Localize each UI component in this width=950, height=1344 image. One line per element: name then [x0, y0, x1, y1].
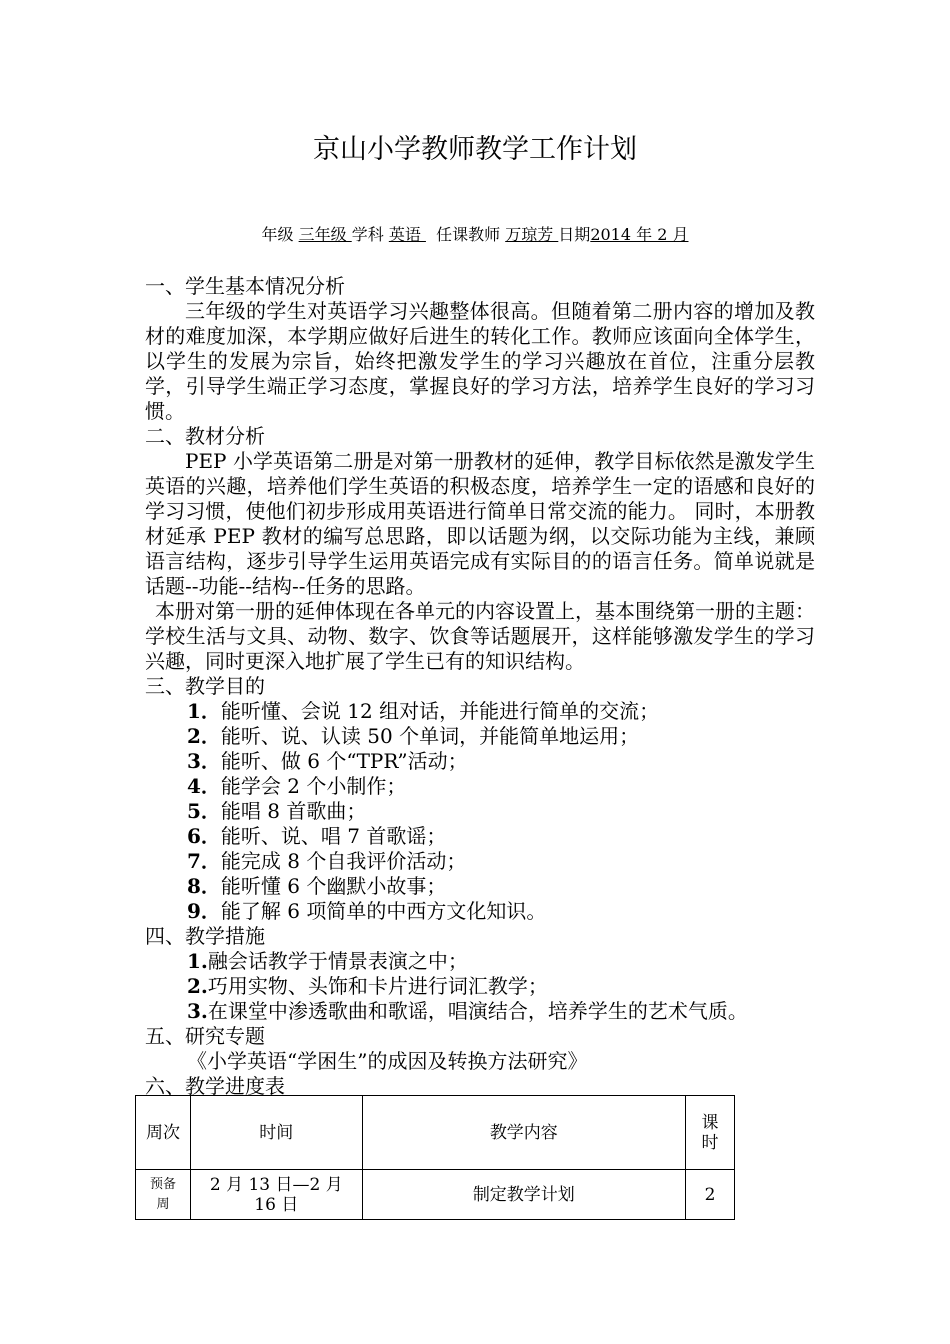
- table-cell: 2: [685, 1170, 734, 1220]
- measures-list: [145, 949, 815, 1024]
- list-item: [145, 974, 815, 999]
- list-item-text: 能听懂 6 个幽默小故事；: [220, 874, 447, 898]
- document-title: 京山小学教师教学工作计划: [313, 134, 637, 165]
- table-cell: 制定教学计划: [362, 1170, 685, 1220]
- section-2-paragraph-1: PEP 小学英语第二册是对第一册教材的延伸，教学目标依然是激发学生英语的兴趣，培养他们学生英语的积极态度，培养学生一定的语感和良好的学习习惯，使他们初步形成用英语进行简单日常交流的能力。 同时，本册教材延承 PEP 教材的编写总思路，即以话题为纲，以交际功能为主线，兼顾语言结构，逐步引导学生运用英语完成有实际目的的语言任务。简单说就是话题--功能--结构--任务的思路。: [145, 449, 815, 598]
- list-item-number: 7．: [187, 849, 221, 873]
- list-item-text: 能唱 8 首歌曲；: [220, 799, 367, 823]
- schedule-table: [135, 1095, 735, 1220]
- table-header-cell: 周次: [136, 1096, 191, 1170]
- table-row: [136, 1170, 735, 1220]
- list-item-number: 1．: [187, 699, 221, 723]
- list-item: [145, 724, 815, 749]
- list-item-number: 2.: [187, 974, 208, 998]
- list-item-number: 2．: [187, 724, 221, 748]
- list-item-text: 能听、说、认读 50 个单词，并能简单地运用；: [220, 724, 640, 748]
- goals-list: [145, 699, 815, 924]
- section-heading-1: 一、学生基本情况分析: [145, 274, 345, 298]
- list-item: [145, 849, 815, 874]
- table-header-cell: 教学内容: [362, 1096, 685, 1170]
- list-item-text: 能完成 8 个自我评价活动；: [220, 849, 467, 873]
- document-meta: [0, 224, 950, 246]
- list-item: [145, 949, 815, 974]
- research-topic: 《小学英语“学困生”的成因及转换方法研究》: [187, 1049, 588, 1073]
- table-header-cell: 课时: [685, 1096, 734, 1170]
- date-value: 2014 年 2 月: [590, 225, 689, 244]
- list-item-text: 能了解 6 项简单的中西方文化知识。: [220, 899, 547, 923]
- list-item: [145, 799, 815, 824]
- list-item: [145, 999, 815, 1024]
- table-header-cell: 时间: [190, 1096, 362, 1170]
- list-item-number: 6．: [187, 824, 221, 848]
- table-header-row: [136, 1096, 735, 1170]
- list-item-text: 融会话教学于情景表演之中；: [207, 949, 468, 973]
- list-item: [145, 899, 815, 924]
- list-item: [145, 699, 815, 724]
- list-item-number: 3．: [187, 749, 221, 773]
- list-item-number: 9．: [187, 899, 221, 923]
- list-item-number: 5．: [187, 799, 221, 823]
- grade-label: 年级: [261, 225, 294, 244]
- teacher-label: 任课教师: [436, 225, 501, 244]
- section-heading-5: 五、研究专题: [145, 1024, 265, 1048]
- table-cell: 预备周: [136, 1170, 191, 1220]
- section-heading-4: 四、教学措施: [145, 924, 265, 948]
- section-heading-3: 三、教学目的: [145, 674, 265, 698]
- list-item-text: 能听、做 6 个“TPR”活动；: [220, 749, 468, 773]
- teacher-value: 万琼芳: [505, 225, 559, 244]
- list-item-number: 3.: [187, 999, 208, 1023]
- document-body: [145, 274, 815, 1099]
- list-item-text: 巧用实物、头饰和卡片进行词汇教学；: [207, 974, 548, 998]
- section-heading-6: 六、教学进度表: [145, 1074, 285, 1098]
- table-cell: 2 月 13 日—2 月 16 日: [190, 1170, 362, 1220]
- grade-value: 三年级: [298, 225, 352, 244]
- list-item-text: 能听懂、会说 12 组对话，并能进行简单的交流；: [220, 699, 660, 723]
- list-item: [145, 774, 815, 799]
- section-2-paragraph-2: 本册对第一册的延伸体现在各单元的内容设置上，基本围绕第一册的主题：学校生活与文具、动物、数字、饮食等话题展开，这样能够激发学生的学习兴趣，同时更深入地扩展了学生已有的知识结构。: [145, 599, 815, 673]
- subject-value: 英语: [388, 225, 426, 244]
- list-item-number: 4．: [187, 774, 221, 798]
- section-1-paragraph: 三年级的学生对英语学习兴趣整体很高。但随着第二册内容的增加及教材的难度加深，本学期应做好后进生的转化工作。教师应该面向全体学生，以学生的发展为宗旨，始终把激发学生的学习兴趣放在首位，注重分层教学，引导学生端正学习态度，掌握良好的学习方法，培养学生良好的学习习惯。: [145, 299, 815, 423]
- list-item-text: 能学会 2 个小制作；: [220, 774, 407, 798]
- list-item-number: 8．: [187, 874, 221, 898]
- list-item-text: 能听、说、唱 7 首歌谣；: [220, 824, 447, 848]
- date-label: 日期: [558, 225, 591, 244]
- list-item-number: 1.: [187, 949, 208, 973]
- list-item-text: 在课堂中渗透歌曲和歌谣，唱演结合，培养学生的艺术气质。: [207, 999, 748, 1023]
- list-item: [145, 824, 815, 849]
- list-item: [145, 749, 815, 774]
- list-item: [145, 874, 815, 899]
- section-heading-2: 二、教材分析: [145, 424, 265, 448]
- subject-label: 学科: [351, 225, 384, 244]
